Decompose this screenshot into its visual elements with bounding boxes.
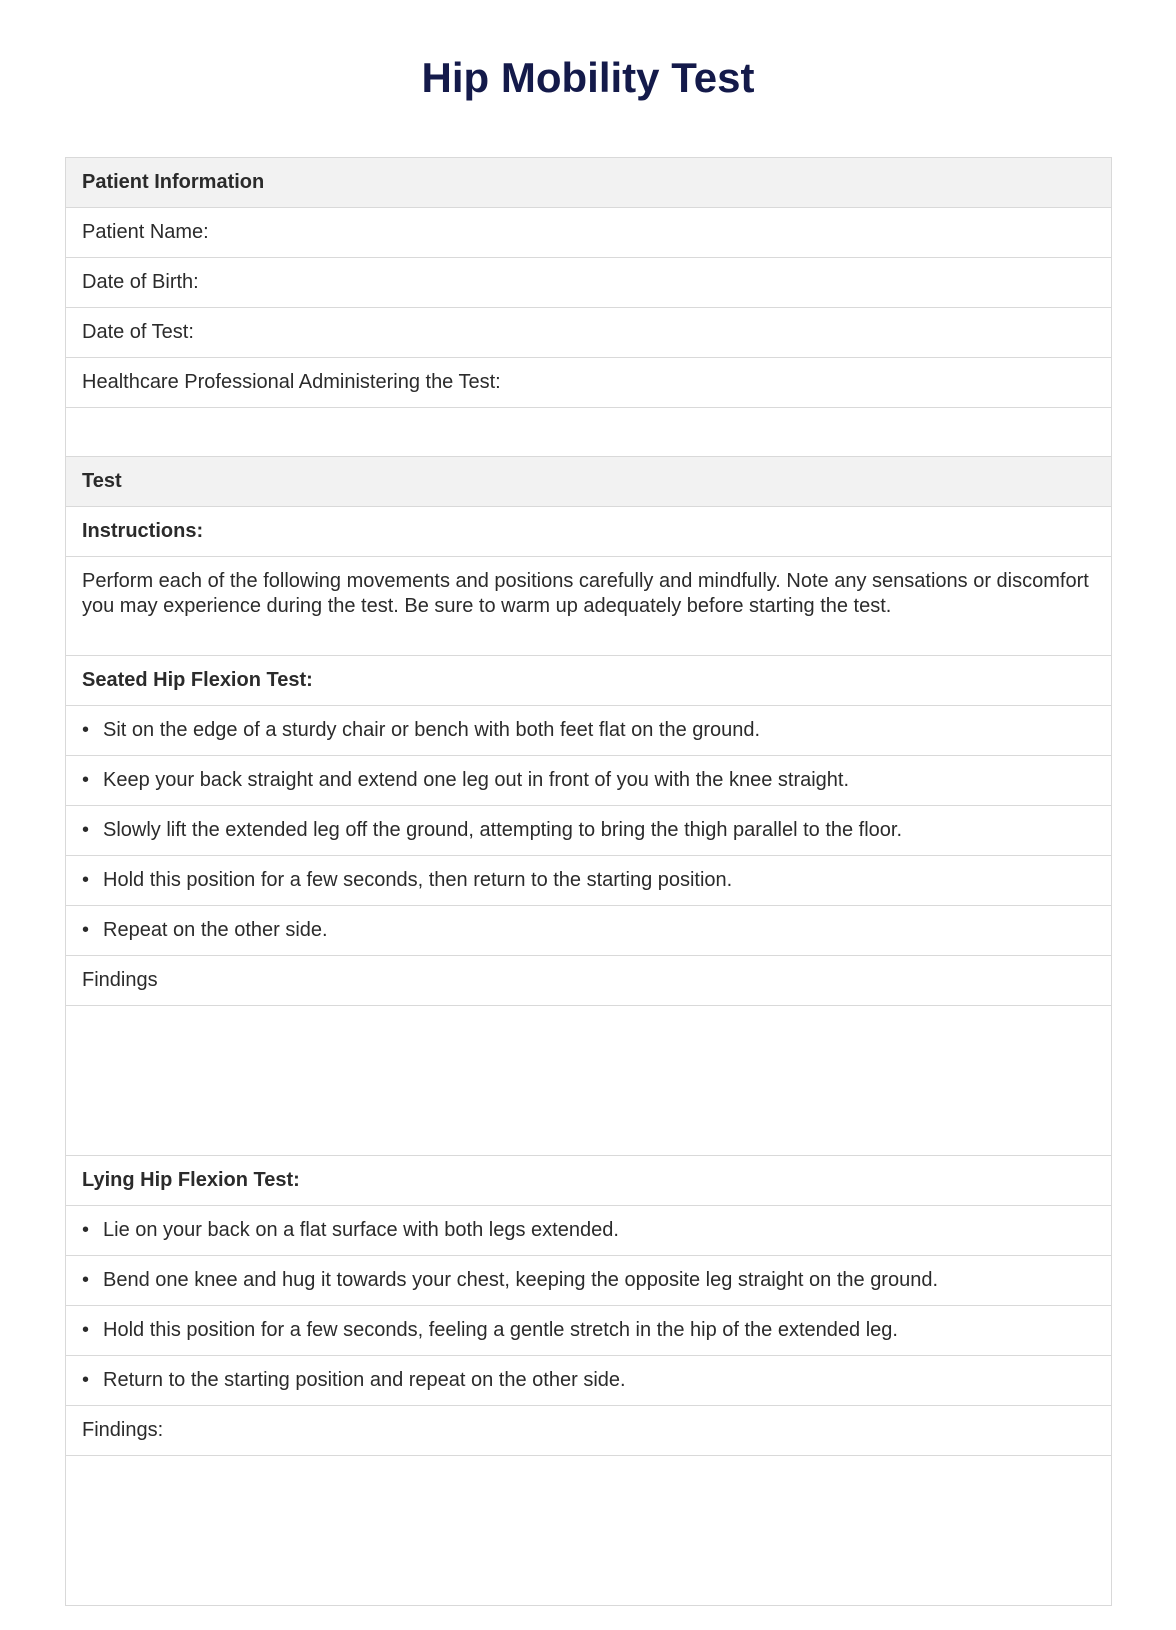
seated-findings-area[interactable]: [66, 1006, 1111, 1156]
bullet-icon: •: [82, 1219, 90, 1241]
date-of-test-field[interactable]: Date of Test:: [66, 308, 1111, 358]
bullet-icon: •: [82, 1269, 90, 1291]
patient-information-header: Patient Information: [66, 158, 1111, 208]
test-section-header: Test: [66, 457, 1111, 507]
seated-step: [66, 806, 1111, 856]
seated-step-text: Keep your back straight and extend one leg out in front of you with the knee straight.: [103, 769, 850, 791]
lying-step: [66, 1356, 1111, 1406]
lying-step: [66, 1306, 1111, 1356]
lying-step-text: Hold this position for a few seconds, feeling a gentle stretch in the hip of the extended leg.: [103, 1319, 898, 1341]
seated-step-text: Repeat on the other side.: [103, 919, 328, 941]
lying-step: [66, 1206, 1111, 1256]
lying-step-text: Bend one knee and hug it towards your chest, keeping the opposite leg straight on the ground.: [103, 1269, 939, 1291]
seated-step: [66, 856, 1111, 906]
bullet-icon: •: [82, 819, 90, 841]
seated-step: [66, 706, 1111, 756]
bullet-icon: •: [82, 769, 90, 791]
seated-step: [66, 756, 1111, 806]
lying-step-text: Return to the starting position and repeat on the other side.: [103, 1369, 626, 1391]
hip-mobility-form: [65, 157, 1112, 1606]
seated-step-text: Hold this position for a few seconds, then return to the starting position.: [103, 869, 733, 891]
instructions-label: Instructions:: [66, 507, 1111, 557]
bullet-icon: •: [82, 869, 90, 891]
seated-hip-flexion-heading: Seated Hip Flexion Test:: [66, 656, 1111, 706]
lying-step: [66, 1256, 1111, 1306]
page-title: Hip Mobility Test: [421, 54, 755, 101]
bullet-icon: •: [82, 1369, 90, 1391]
lying-findings-label: Findings:: [66, 1406, 1111, 1456]
bullet-icon: •: [82, 919, 90, 941]
date-of-birth-field[interactable]: Date of Birth:: [66, 258, 1111, 308]
patient-name-field[interactable]: Patient Name:: [66, 208, 1111, 258]
bullet-icon: •: [82, 719, 90, 741]
seated-findings-label: Findings: [66, 956, 1111, 1006]
lying-step-text: Lie on your back on a flat surface with both legs extended.: [103, 1219, 619, 1241]
lying-findings-area[interactable]: [66, 1456, 1111, 1606]
bullet-icon: •: [82, 1319, 90, 1341]
healthcare-professional-field[interactable]: Healthcare Professional Administering the Test:: [66, 358, 1111, 408]
seated-step: [66, 906, 1111, 956]
seated-step-text: Sit on the edge of a sturdy chair or bench with both feet flat on the ground.: [103, 719, 761, 741]
lying-hip-flexion-heading: Lying Hip Flexion Test:: [66, 1156, 1111, 1206]
seated-step-text: Slowly lift the extended leg off the ground, attempting to bring the thigh parallel to the floor.: [103, 819, 903, 841]
instructions-text: Perform each of the following movements and positions carefully and mindfully. Note any sensations or discomfort you may experience during the test. Be sure to warm up adequately before starting the test.: [66, 557, 1111, 656]
blank-row: [66, 408, 1111, 457]
